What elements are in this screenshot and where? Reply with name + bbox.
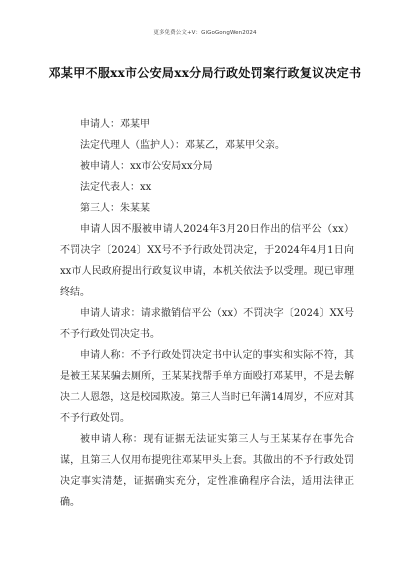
- paragraph-applicant-claims: 申请人称：不予行政处罚决定书中认定的事实和实际不符，其是被王某某骗去厕所，王某某找帮手单方面殴打邓某甲，不是去解决二人恩怨，这是校园欺凌。第三人当时已年满14周岁，不应对其不予行政处罚。: [60, 350, 354, 424]
- paragraph-respondent-claims: 被申请人称：现有证据无法证实第三人与王某某存在事先合谋，且第三人仅用布提兜往邓某甲头上套。其做出的不予行政处罚决定事实清楚，证据确实充分，定性准确程序合法，适用法律正确。: [60, 434, 354, 508]
- respondent-line: 被申请人：xx市公安局xx分局: [80, 161, 213, 172]
- legal-representative-line: 法定代理人（监护人）：邓某乙，邓某甲父亲。: [80, 140, 285, 151]
- respondent-representative-line: 法定代表人：xx: [80, 182, 152, 193]
- document-body: [60, 114, 354, 513]
- third-party-line: 第三人：朱某某: [80, 203, 150, 214]
- watermark-text: 更多免费公文+Ⅴ：GiGoGongWen2024: [153, 30, 257, 36]
- paragraph-background: 申请人因不服被申请人2024年3月20日作出的信平公（xx）不罚决字〔2024〕XX号不予行政处罚决定，于2024年4月1日向xx市人民政府提出行政复议申请，本机关依法予以受理。现已审理终结。: [60, 224, 354, 298]
- paragraph-request: 申请人请求：请求撤销信平公（xx）不罚决字〔2024〕XX号不予行政处罚决定书。: [60, 308, 354, 340]
- applicant-line: 申请人：邓某甲: [80, 119, 150, 130]
- document-title: 邓某甲不服xx市公安局xx分局行政处罚案行政复议决定书: [48, 66, 362, 80]
